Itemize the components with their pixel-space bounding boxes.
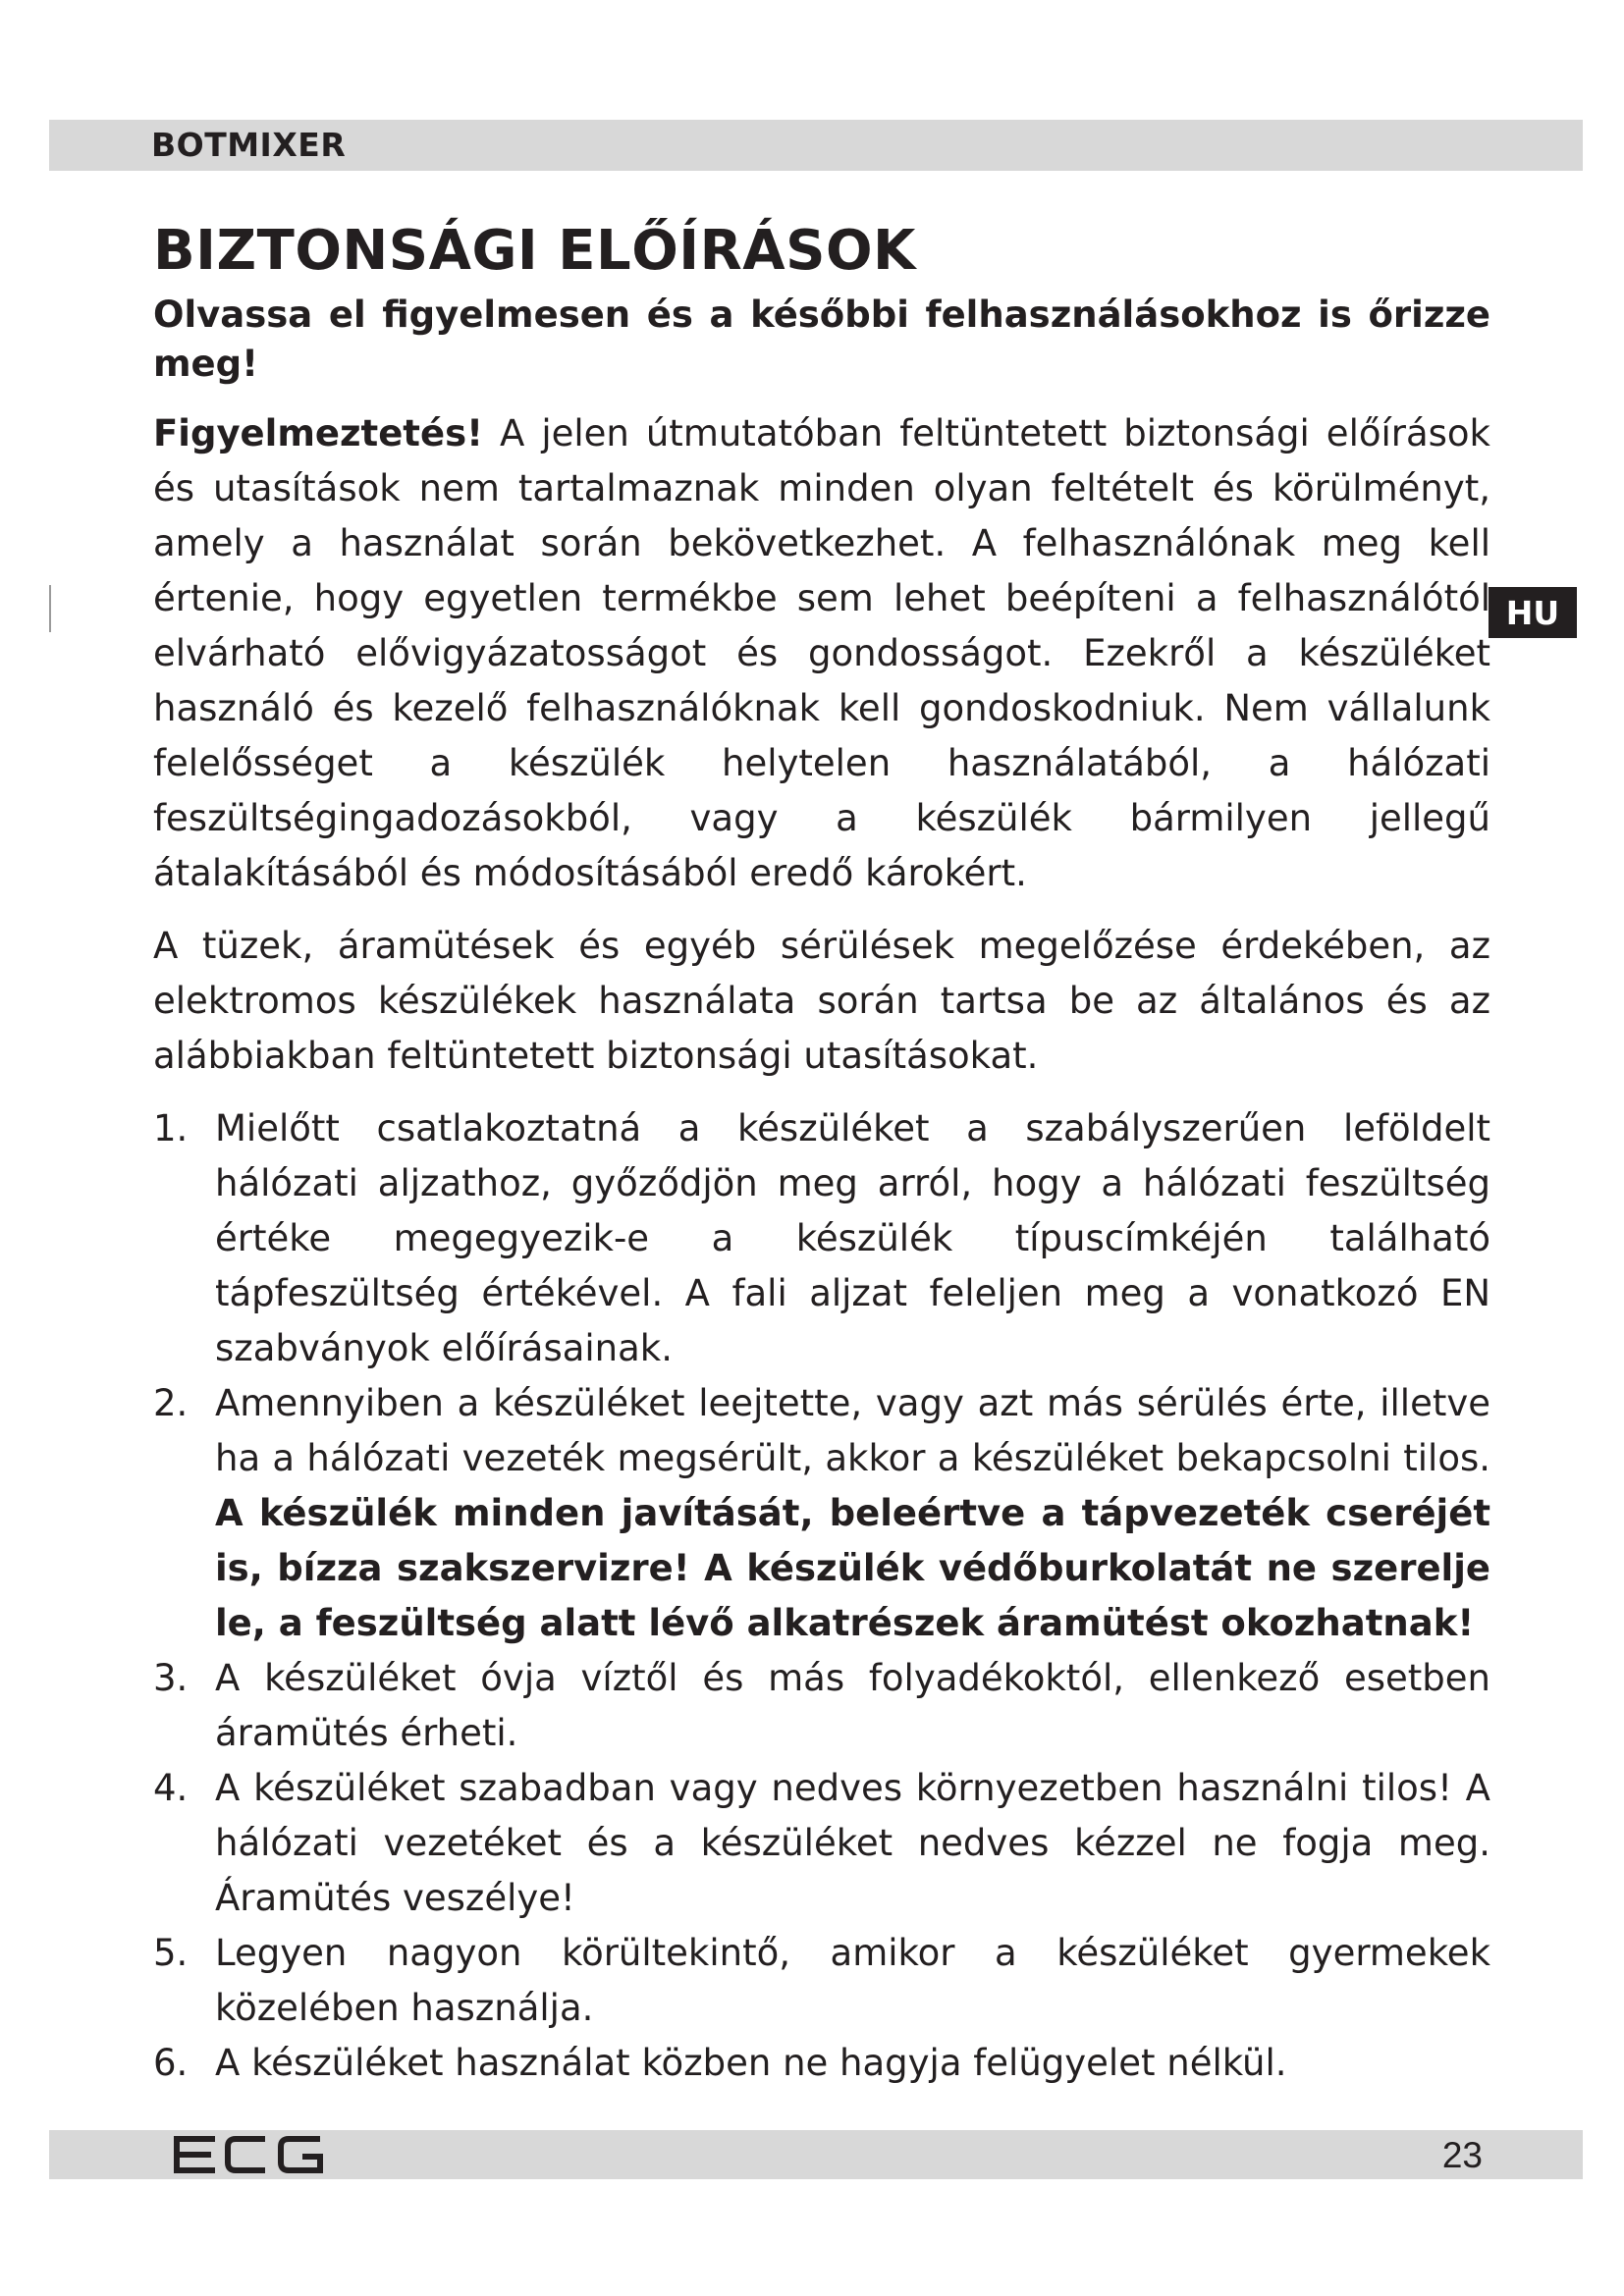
- list-item-text: A készüléket óvja víztől és más folyadékoktól, ellenkező esetben áramütés érheti.: [215, 1657, 1490, 1754]
- list-item-number: 1.: [153, 1107, 189, 1149]
- list-item-text: A készüléket szabadban vagy nedves környezetben használni tilos! A hálózati vezetéket és a készüléket nedves kézzel ne fogja meg. Áramütés veszélye!: [215, 1767, 1490, 1919]
- page-number: 23: [1441, 2135, 1483, 2175]
- list-item: [153, 1376, 1490, 1651]
- list-item-number: 6.: [153, 2042, 189, 2084]
- intro-paragraph: A tüzek, áramütések és egyéb sérülések megelőzése érdekében, az elektromos készülékek használata során tartsa be az általános és az alábbiakban feltüntetett biztonsági utasításokat.: [153, 925, 1490, 1077]
- warning-paragraph: [153, 406, 1490, 901]
- list-item-number: 3.: [153, 1657, 189, 1699]
- warning-text: A jelen útmutatóban feltüntetett biztonsági előírások és utasítások nem tartalmaznak minden olyan feltételt és körülményt, amely a használat során bekövetkezhet. A felhasználónak meg kell értenie, hogy egyetlen termékbe sem lehet beépíteni a felhasználótól elvárható elővigyázatosságot és gondosságot. Ezekről a készüléket használó és kezelő felhasználóknak kell gondoskodniuk. Nem vállalunk felelősséget a készülék helytelen használatából, a hálózati feszültségingadozásokból, vagy a készülék bármilyen jellegű átalakításából és módosításából eredő károkért.: [153, 412, 1490, 894]
- margin-mark: [49, 585, 51, 632]
- list-item-text: Amennyiben a készüléket leejtette, vagy azt más sérülés érte, illetve ha a hálózati vezeték megsérült, akkor a készüléket bekapcsolni tilos.: [215, 1382, 1490, 1479]
- list-item: [153, 1761, 1490, 1926]
- safety-list: [153, 1101, 1490, 2091]
- list-item-text: Mielőtt csatlakoztatná a készüléket a szabályszerűen leföldelt hálózati aljzathoz, győződjön meg arról, hogy a hálózati feszültség értéke megegyezik-e a készülék típuscímkéjén található tápfeszültség értékével. A fali aljzat feleljen meg a vonatkozó EN szabványok előírásainak.: [215, 1107, 1490, 1369]
- header-bar: [49, 120, 1583, 171]
- ecg-logo: [173, 2136, 326, 2173]
- language-tab: HU: [1489, 587, 1577, 638]
- subtitle: Olvassa el figyelmesen és a későbbi felhasználásokhoz is őrizze meg!: [153, 294, 1490, 385]
- list-item-bold-text: A készülék minden javítását, beleértve a tápvezeték cseréjét is, bízza szakszervizre! A készülék védőburkolatát ne szerelje le, a feszültség alatt lévő alkatrészek áramütést okozhatnak!: [215, 1492, 1490, 1644]
- list-item-number: 2.: [153, 1382, 189, 1424]
- list-item: [153, 1926, 1490, 2036]
- main-content: [153, 218, 1490, 2091]
- page-title: BIZTONSÁGI ELŐÍRÁSOK: [153, 219, 916, 283]
- list-item: [153, 1101, 1490, 1376]
- header-label: BOTMIXER: [151, 126, 347, 164]
- list-item: [153, 1651, 1490, 1761]
- list-item-text: A készüléket használat közben ne hagyja felügyelet nélkül.: [215, 2042, 1287, 2084]
- list-item-number: 4.: [153, 1767, 189, 1809]
- list-item-text: Legyen nagyon körültekintő, amikor a készüléket gyermekek közelében használja.: [215, 1932, 1490, 2029]
- list-item-number: 5.: [153, 1932, 189, 1974]
- list-item: [153, 2036, 1490, 2091]
- warning-lead: Figyelmeztetés!: [153, 412, 483, 454]
